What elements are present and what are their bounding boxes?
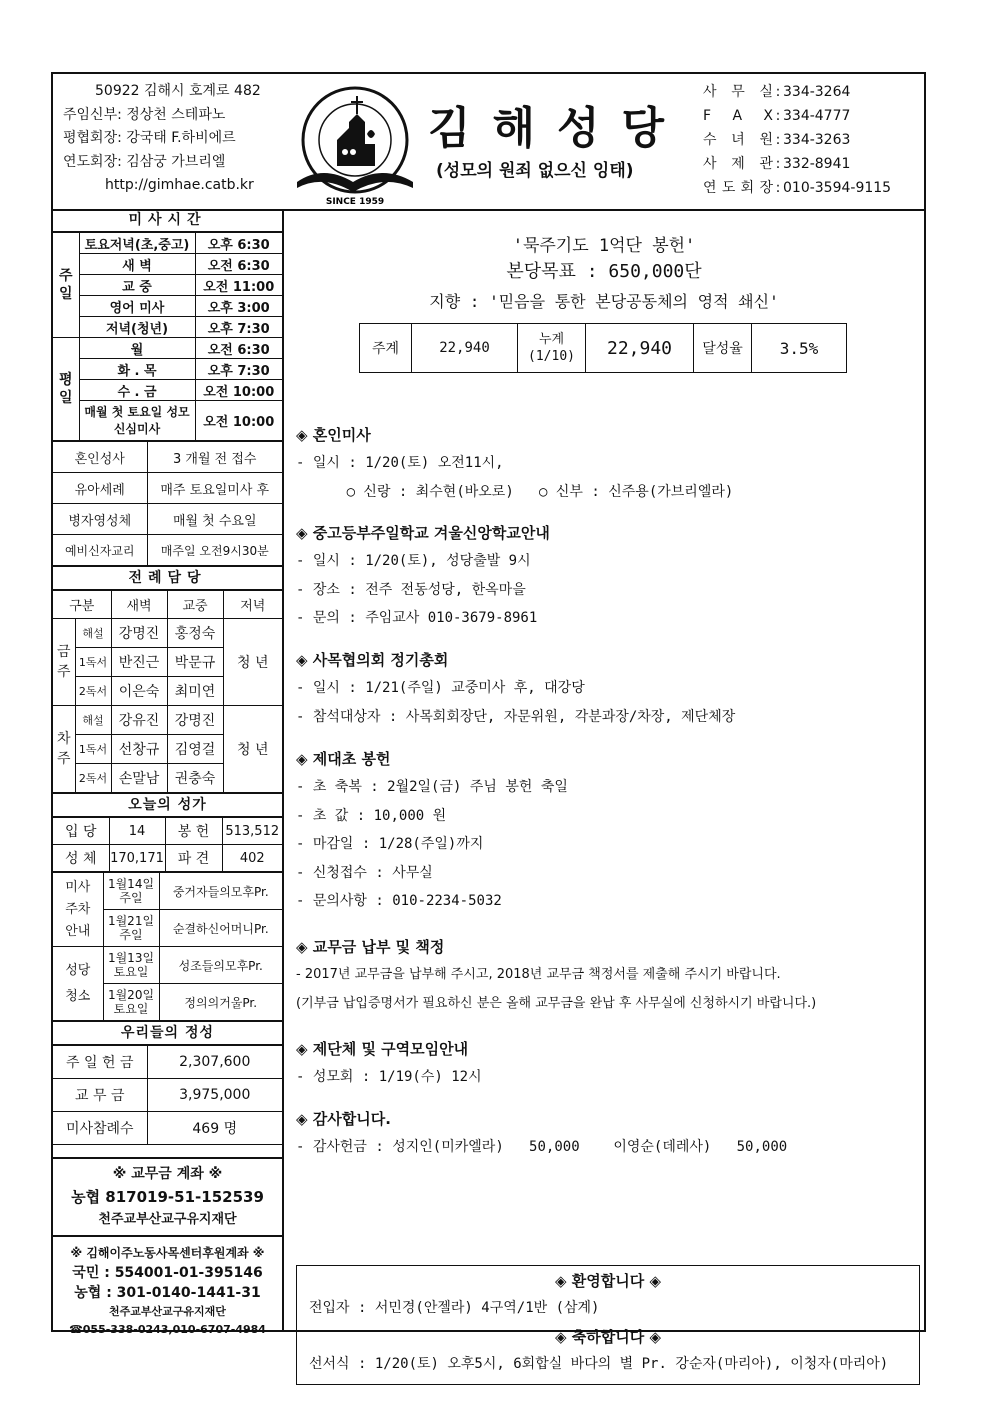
- mass-time: 오전 6:30: [195, 338, 282, 359]
- hymn-number: 402: [222, 845, 282, 872]
- column-header: 저녁: [223, 591, 282, 619]
- notice-line: - 일시 : 1/20(토) 오전11시,: [296, 455, 504, 471]
- header-info: [63, 80, 261, 198]
- labor-account-box: [53, 1241, 282, 1341]
- welcome-box: [296, 1265, 920, 1385]
- notice-line: - 신청접수 : 사무실: [296, 864, 433, 881]
- notice-line: ○ 신랑 : 최수현(바오로) ○ 신부 : 신주용(가브리엘라): [296, 483, 734, 500]
- rosary-goal: 본당목표 : 650,000단: [506, 261, 702, 282]
- notice-line: - 문의사항 : 010-2234-5032: [296, 893, 502, 909]
- svg-text:SINCE 1959: SINCE 1959: [325, 197, 385, 207]
- sacrament-name: 예비신자교리: [53, 535, 147, 566]
- dawn-reader: 강명진: [111, 619, 167, 648]
- main-reader: 권충숙: [167, 764, 223, 793]
- notice-line: - 감사헌금 : 성지인(미카엘라) 50,000 이영순(데레사) 50,000: [296, 1139, 788, 1155]
- rate-value: 3.5%: [752, 324, 847, 373]
- hymn-number: 513,512: [222, 818, 282, 845]
- notice-title: ◈ 제대초 봉헌: [296, 750, 391, 768]
- mass-name: 수 . 금: [79, 380, 195, 401]
- labor-account-1: 국민 : 554001-01-395146: [72, 1265, 263, 1281]
- parking-label: 미사 주차 안내: [53, 873, 103, 947]
- week-label: 주계: [360, 324, 412, 373]
- notice-line: - 마감일 : 1/28(주일)까지: [296, 836, 484, 852]
- address: 50922 김해시 호계로 482: [95, 83, 261, 99]
- welcome-line: 전입자 : 서민경(안젤라) 4구역/1반 (삼계): [309, 1300, 600, 1316]
- account-heading: ※ 교무금 계좌 ※: [112, 1166, 223, 1182]
- notice-line: - 2017년 교무금을 납부해 주시고, 2018년 교무금 책정서를 제출해 주시기 바랍니다.: [296, 967, 781, 982]
- notice-line: - 문의 : 주임교사 010-3679-8961: [296, 610, 538, 626]
- sunday-label: 주 일: [53, 233, 79, 338]
- labor-heading: ※ 김해이주노동사목센터후원계좌 ※: [70, 1246, 265, 1260]
- next-week-label: 차 주: [53, 706, 75, 793]
- offerings-heading: 우리들의 정성: [53, 1021, 282, 1045]
- rosary-progress-table: [359, 323, 847, 373]
- dawn-reader: 손말남: [111, 764, 167, 793]
- parking-date: 1월21일 주일: [103, 910, 159, 947]
- notice-church-dues: [296, 933, 816, 1018]
- dawn-reader: 선창규: [111, 735, 167, 764]
- notice-line: (기부금 납입증명서가 필요하신 분은 올해 교무금을 완납 후 사무실에 신청하시기 바랍니다.): [296, 995, 817, 1011]
- offering-value: 3,975,000: [147, 1079, 282, 1112]
- total-value: 22,940: [586, 324, 694, 373]
- notice-title: ◈ 감사합니다.: [296, 1110, 391, 1128]
- notice-line: - 초 축복 : 2월2일(금) 주님 봉헌 축일: [296, 779, 568, 795]
- main-reader: 홍정숙: [167, 619, 223, 648]
- offerings-table: [53, 1045, 282, 1145]
- notice-title: ◈ 교무금 납부 및 책정: [296, 938, 445, 956]
- notice-general-meeting: [296, 646, 735, 731]
- mass-time: 오후 7:30: [195, 317, 282, 338]
- sacrament-value: 3 개월 전 접수: [147, 442, 282, 473]
- mass-name: 저녁(청년): [79, 317, 195, 338]
- sacrament-value: 매주일 오전9시30분: [147, 535, 282, 566]
- mass-time: 오후 3:00: [195, 296, 282, 317]
- role-label: 해설: [75, 706, 111, 735]
- role-label: 1독서: [75, 735, 111, 764]
- header: [53, 74, 924, 211]
- mass-time: 오전 10:00: [195, 401, 282, 441]
- offering-name: 주 일 헌 금: [53, 1046, 147, 1079]
- hymn-table: [53, 817, 282, 872]
- sacrament-name: 혼인성사: [53, 442, 147, 473]
- cleaning-date: 1월13일 토요일: [103, 947, 159, 984]
- left-column: [53, 209, 284, 1336]
- week-value: 22,940: [412, 324, 518, 373]
- role-label: 2독서: [75, 677, 111, 706]
- contact-convent: 수 녀 원 : 334-3263: [703, 132, 851, 148]
- offering-value: 469 명: [147, 1112, 282, 1145]
- mass-time: 오전 10:00: [195, 380, 282, 401]
- hymn-label: 봉 헌: [165, 818, 222, 845]
- main-reader: 김영걸: [167, 735, 223, 764]
- notice-candle: [296, 745, 568, 916]
- mass-time: 오후 7:30: [195, 359, 282, 380]
- liturgy-table: [53, 590, 282, 793]
- sacrament-name: 유아세례: [53, 473, 147, 504]
- mass-name: 교 중: [79, 275, 195, 296]
- notice-title: ◈ 중고등부주일학교 겨울신앙학교안내: [296, 524, 550, 542]
- mass-name: 월: [79, 338, 195, 359]
- mass-time-table: [53, 232, 282, 441]
- notice-title: ◈ 혼인미사: [296, 426, 371, 444]
- account-number: 농협 817019-51-152539: [71, 1188, 264, 1206]
- notice-line: - 장소 : 전주 전동성당, 한옥마을: [296, 581, 526, 598]
- page-title: 김해성당: [428, 103, 687, 154]
- mass-time-heading: 미사시간: [53, 209, 282, 232]
- hymn-label: 입 당: [53, 818, 109, 845]
- rosary-campaign-title: '묵주기도 1억단 봉헌': [512, 236, 696, 256]
- mass-time: 오전 6:30: [195, 254, 282, 275]
- total-label: 누계 (1/10): [518, 324, 586, 373]
- hymn-label: 파 견: [165, 845, 222, 872]
- main-reader: 강명진: [167, 706, 223, 735]
- council-president: 평협회장: 강국태 F.하비에르: [63, 130, 236, 146]
- account-box: [53, 1157, 282, 1237]
- liturgy-heading: 전례담당: [53, 566, 282, 590]
- column-header: 구분: [53, 591, 111, 619]
- cleaning-date: 1월20일 토요일: [103, 984, 159, 1021]
- notice-line: - 성모회 : 1/19(수) 12시: [296, 1069, 482, 1085]
- contact-list: [703, 80, 891, 200]
- evening-reader: 청 년: [223, 706, 282, 793]
- hymn-number: 14: [109, 818, 165, 845]
- notice-line: - 참석대상자 : 사목회회장단, 자문위원, 각분과장/차장, 제단체장: [296, 708, 736, 725]
- mass-name: 화 . 목: [79, 359, 195, 380]
- congrats-line: 선서식 : 1/20(토) 오후5시, 6회합실 바다의 별 Pr. 강순자(마리아), 이청자(마리아): [309, 1356, 889, 1372]
- notice-title: ◈ 사목협의회 정기총회: [296, 651, 449, 669]
- parking-cleaning-table: [53, 872, 282, 1021]
- dawn-reader: 이은숙: [111, 677, 167, 706]
- website-link[interactable]: http://gimhae.catb.kr: [105, 177, 254, 193]
- main-reader: 박문규: [167, 648, 223, 677]
- contact-yeondo: 연 도 회 장 : 010-3594-9115: [703, 180, 892, 196]
- mass-name: 토요저녁(초,중고): [79, 233, 195, 254]
- role-label: 2독서: [75, 764, 111, 793]
- parking-group: 순결하신어머니Pr.: [159, 910, 282, 947]
- page-subtitle: (성모의 원죄 없으신 잉태): [436, 161, 634, 181]
- cleaning-group: 성조들의모후Pr.: [159, 947, 282, 984]
- priest: 주임신부: 정상천 스테파노: [63, 106, 226, 123]
- notice-title: ◈ 제단체 및 구역모임안내: [296, 1040, 469, 1058]
- welcome-heading: ◈ 환영합니다 ◈: [555, 1272, 661, 1290]
- parking-group: 중거자들의모후Pr.: [159, 873, 282, 910]
- mass-name: 매월 첫 토요일 성모신심미사: [79, 401, 195, 441]
- hymn-number: 170,171: [109, 845, 165, 872]
- labor-account-2: 농협 : 301-0140-1441-31: [74, 1285, 261, 1301]
- labor-phone: ☎055-338-0243,010-6707-4984: [69, 1323, 266, 1336]
- labor-owner: 천주교부산교구유지재단: [109, 1305, 226, 1318]
- bulletin-frame: [51, 72, 926, 1372]
- role-label: 해설: [75, 619, 111, 648]
- parking-date: 1월14일 주일: [103, 873, 159, 910]
- mass-time: 오전 11:00: [195, 275, 282, 296]
- rate-label: 달성율: [694, 324, 752, 373]
- cleaning-group: 정의의거울Pr.: [159, 984, 282, 1021]
- main-reader: 최미연: [167, 677, 223, 706]
- evening-reader: 청 년: [223, 619, 282, 706]
- contact-office: 사 무 실 : 334-3264: [703, 84, 851, 100]
- this-week-label: 금 주: [53, 619, 75, 706]
- weekday-label: 평 일: [53, 338, 79, 441]
- dawn-reader: 강유진: [111, 706, 167, 735]
- mass-name: 영어 미사: [79, 296, 195, 317]
- offering-name: 미사참례수: [53, 1112, 147, 1145]
- main-content: [284, 209, 924, 1372]
- column-header: 교중: [167, 591, 223, 619]
- column-header: 새벽: [111, 591, 167, 619]
- cleaning-label: 성당 청소: [53, 947, 103, 1021]
- rosary-intention: 지향 : '믿음을 통한 본당공동체의 영적 쇄신': [429, 292, 779, 311]
- sacrament-name: 병자영성체: [53, 504, 147, 535]
- notice-line: - 초 값 : 10,000 원: [296, 807, 447, 824]
- role-label: 1독서: [75, 648, 111, 677]
- mass-time: 오후 6:30: [195, 233, 282, 254]
- offering-name: 교 무 금: [53, 1079, 147, 1112]
- sacrament-table: [53, 441, 282, 566]
- sacrament-value: 매주 토요일미사 후: [147, 473, 282, 504]
- notice-wedding: [296, 421, 733, 506]
- congrats-heading: ◈ 축하합니다 ◈: [555, 1328, 661, 1346]
- hymn-label: 성 체: [53, 845, 109, 872]
- notice-line: - 일시 : 1/20(토), 성당출발 9시: [296, 553, 531, 569]
- contact-fax: F A X : 334-4777: [703, 108, 851, 124]
- mass-name: 새 벽: [79, 254, 195, 275]
- sacrament-value: 매월 첫 수요일: [147, 504, 282, 535]
- notice-group-meeting: [296, 1035, 482, 1092]
- offering-value: 2,307,600: [147, 1046, 282, 1079]
- account-owner: 천주교부산교구유지재단: [98, 1212, 237, 1227]
- dawn-reader: 반진근: [111, 648, 167, 677]
- notice-winter-school: [296, 519, 550, 633]
- hymn-heading: 오늘의 성가: [53, 793, 282, 817]
- notice-thanks: [296, 1105, 787, 1162]
- notice-line: - 일시 : 1/21(주일) 교중미사 후, 대강당: [296, 680, 585, 696]
- contact-rectory: 사 제 관 : 332-8941: [703, 156, 851, 172]
- parish-logo-icon: [293, 82, 418, 207]
- yeondo-president: 연도회장: 김삼궁 가브리엘: [63, 153, 226, 170]
